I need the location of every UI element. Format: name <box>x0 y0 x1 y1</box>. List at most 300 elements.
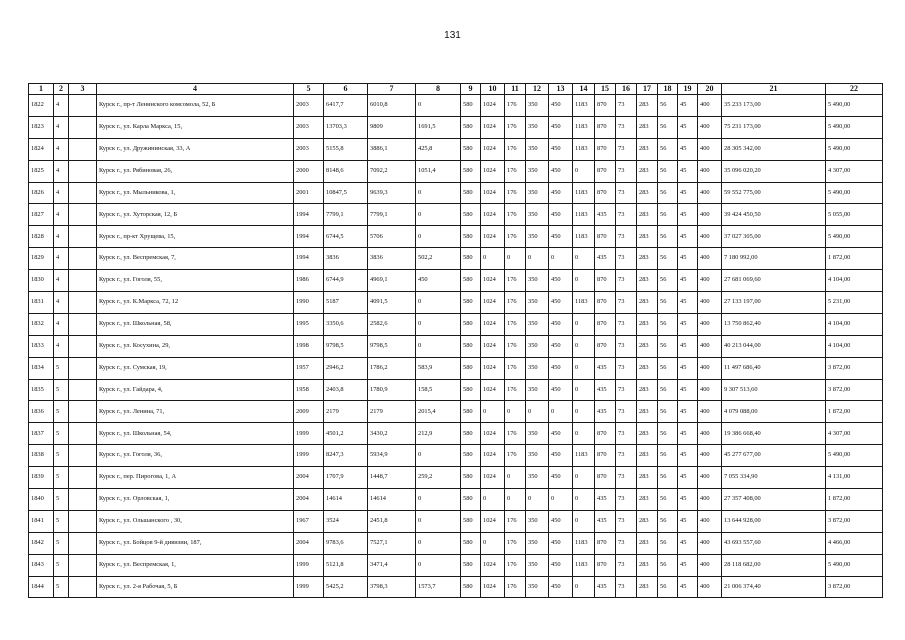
table-cell: 580 <box>461 532 481 554</box>
table-row <box>29 489 883 511</box>
table-cell: 4 <box>54 160 69 182</box>
table-cell: 283 <box>637 182 658 204</box>
table-header <box>29 84 883 95</box>
header-row <box>29 84 883 95</box>
table-cell: 1707,9 <box>324 467 368 489</box>
table-cell: 0 <box>573 423 595 445</box>
table-cell: 350 <box>526 357 549 379</box>
table-cell <box>69 226 97 248</box>
table-cell: 45 <box>678 292 698 314</box>
table-cell: 0 <box>573 357 595 379</box>
table-cell: 4 <box>54 226 69 248</box>
table-row <box>29 510 883 532</box>
table-row <box>29 313 883 335</box>
table-cell: Курск г., ул. Орловская, 1, <box>97 489 294 511</box>
table-cell: 870 <box>595 226 616 248</box>
table-cell: 435 <box>595 510 616 532</box>
table-cell: 1 872,00 <box>826 489 883 511</box>
table-cell: 10847,5 <box>324 182 368 204</box>
table-cell: 73 <box>616 138 637 160</box>
table-cell: 400 <box>698 204 722 226</box>
table-cell: 400 <box>698 445 722 467</box>
table-cell: 5934,9 <box>368 445 416 467</box>
table-cell: 56 <box>658 95 678 117</box>
table-cell: 0 <box>573 576 595 598</box>
table-cell: 450 <box>549 379 573 401</box>
table-cell: 56 <box>658 445 678 467</box>
table-cell: 400 <box>698 182 722 204</box>
table-cell: 2004 <box>294 532 324 554</box>
table-cell: 5 <box>54 379 69 401</box>
table-cell: 1833 <box>29 335 54 357</box>
table-cell: 1183 <box>573 445 595 467</box>
table-cell: 5 <box>54 510 69 532</box>
table-cell <box>69 270 97 292</box>
table-cell: 283 <box>637 160 658 182</box>
table-cell <box>69 510 97 532</box>
column-header: 1 <box>29 84 54 95</box>
table-cell: 45 <box>678 226 698 248</box>
table-cell: 28 118 682,00 <box>722 554 826 576</box>
table-cell: 870 <box>595 292 616 314</box>
table-cell: 1024 <box>481 445 505 467</box>
table-cell: 0 <box>549 489 573 511</box>
table-cell: 4 104,00 <box>826 313 883 335</box>
table-cell: 1825 <box>29 160 54 182</box>
table-cell: 0 <box>416 335 461 357</box>
table-cell: 1990 <box>294 292 324 314</box>
table-cell: Курск г., ул. Веспремская, 7, <box>97 248 294 270</box>
table-cell: 2179 <box>368 401 416 423</box>
table-cell: 870 <box>595 95 616 117</box>
table-cell: 1999 <box>294 445 324 467</box>
table-cell: 283 <box>637 138 658 160</box>
table-cell: 0 <box>416 532 461 554</box>
table-cell: 0 <box>573 313 595 335</box>
table-cell: 870 <box>595 423 616 445</box>
table-cell: 45 <box>678 335 698 357</box>
table-cell: 580 <box>461 270 481 292</box>
table-cell: 2001 <box>294 182 324 204</box>
table-cell: 73 <box>616 313 637 335</box>
table-cell: 1183 <box>573 226 595 248</box>
table-cell: 5 490,00 <box>826 226 883 248</box>
table-cell: 450 <box>416 270 461 292</box>
table-cell: 56 <box>658 423 678 445</box>
table-cell: 450 <box>549 160 573 182</box>
table-cell: 176 <box>505 204 526 226</box>
table-cell: 56 <box>658 248 678 270</box>
table-cell: 580 <box>461 510 481 532</box>
table-cell: 350 <box>526 510 549 532</box>
table-cell: 1836 <box>29 401 54 423</box>
table-cell: 3 872,00 <box>826 357 883 379</box>
table-cell: 435 <box>595 576 616 598</box>
table-cell: 7799,1 <box>368 204 416 226</box>
table-cell: 435 <box>595 379 616 401</box>
table-cell: 400 <box>698 401 722 423</box>
table-cell: 2451,8 <box>368 510 416 532</box>
table-cell <box>69 554 97 576</box>
table-cell <box>69 532 97 554</box>
table-cell: 450 <box>549 204 573 226</box>
housing-register-table <box>28 83 883 598</box>
table-cell: 400 <box>698 335 722 357</box>
table-cell: 4 466,00 <box>826 532 883 554</box>
table-cell: 1835 <box>29 379 54 401</box>
column-header: 6 <box>324 84 368 95</box>
table-cell: 3 872,00 <box>826 510 883 532</box>
table-cell: 5 <box>54 489 69 511</box>
table-cell: 56 <box>658 357 678 379</box>
table-cell: 580 <box>461 95 481 117</box>
column-header: 22 <box>826 84 883 95</box>
table-cell: 3 872,00 <box>826 379 883 401</box>
table-row <box>29 467 883 489</box>
table-cell: 45 <box>678 576 698 598</box>
table-cell: 2000 <box>294 160 324 182</box>
table-cell: 4969,1 <box>368 270 416 292</box>
table-cell: 350 <box>526 467 549 489</box>
table-row <box>29 423 883 445</box>
table-cell: 870 <box>595 138 616 160</box>
column-header: 7 <box>368 84 416 95</box>
table-cell: 56 <box>658 292 678 314</box>
table-cell: 870 <box>595 554 616 576</box>
table-row <box>29 576 883 598</box>
table-cell: 5 055,00 <box>826 204 883 226</box>
table-cell: 0 <box>573 510 595 532</box>
table-cell: 73 <box>616 270 637 292</box>
table-cell: 56 <box>658 313 678 335</box>
table-cell: 4 307,00 <box>826 160 883 182</box>
table-cell: 5 490,00 <box>826 138 883 160</box>
table-cell: 176 <box>505 445 526 467</box>
table-cell: 73 <box>616 467 637 489</box>
table-cell: 1183 <box>573 116 595 138</box>
table-cell: 450 <box>549 423 573 445</box>
table-cell: 3524 <box>324 510 368 532</box>
table-cell: 1823 <box>29 116 54 138</box>
table-cell: 0 <box>416 292 461 314</box>
table-cell: 9798,5 <box>368 335 416 357</box>
table-cell: 73 <box>616 423 637 445</box>
table-cell: 283 <box>637 510 658 532</box>
table-cell: 1999 <box>294 576 324 598</box>
table-cell: 176 <box>505 270 526 292</box>
table-cell: 9798,5 <box>324 335 368 357</box>
table-cell: 1830 <box>29 270 54 292</box>
table-cell: 450 <box>549 576 573 598</box>
table-cell: 350 <box>526 532 549 554</box>
table-cell: 9809 <box>368 116 416 138</box>
table-cell: 450 <box>549 510 573 532</box>
column-header: 3 <box>69 84 97 95</box>
column-header: 18 <box>658 84 678 95</box>
column-header: 16 <box>616 84 637 95</box>
table-cell: Курск г., ул. Гоголя, 55, <box>97 270 294 292</box>
table-cell: 0 <box>573 270 595 292</box>
table-row <box>29 532 883 554</box>
table-cell: 350 <box>526 379 549 401</box>
table-cell: 1832 <box>29 313 54 335</box>
table-cell: 2946,2 <box>324 357 368 379</box>
table-cell: 5706 <box>368 226 416 248</box>
table-cell <box>69 335 97 357</box>
table-row <box>29 204 883 226</box>
table-row <box>29 401 883 423</box>
table-cell: 0 <box>526 401 549 423</box>
table-cell: 5187 <box>324 292 368 314</box>
table-cell: 5 <box>54 357 69 379</box>
table-cell: 1967 <box>294 510 324 532</box>
table-cell: 1183 <box>573 138 595 160</box>
table-cell: 4 <box>54 270 69 292</box>
table-cell: 5155,8 <box>324 138 368 160</box>
table-cell: 1024 <box>481 204 505 226</box>
table-cell: 283 <box>637 532 658 554</box>
table-cell: 3 872,00 <box>826 576 883 598</box>
table-cell <box>69 445 97 467</box>
table-cell: 283 <box>637 313 658 335</box>
table-cell: 283 <box>637 357 658 379</box>
table-cell <box>69 204 97 226</box>
table-cell: 176 <box>505 160 526 182</box>
table-cell: 4 <box>54 182 69 204</box>
table-cell: Курск г., пр-кт Хрущева, 15, <box>97 226 294 248</box>
table-cell: 1843 <box>29 554 54 576</box>
table-cell: 450 <box>549 554 573 576</box>
table-cell: 1024 <box>481 467 505 489</box>
table-cell: 56 <box>658 467 678 489</box>
table-cell: 45 <box>678 401 698 423</box>
table-cell: 283 <box>637 489 658 511</box>
table-cell: 400 <box>698 554 722 576</box>
table-cell: 158,5 <box>416 379 461 401</box>
column-header: 11 <box>505 84 526 95</box>
table-cell: Курск г., ул. Хуторская, 12, Б <box>97 204 294 226</box>
table-cell: 5 490,00 <box>826 95 883 117</box>
table-cell: Курск г., пр-т Ленинского комсомола, 52, Б <box>97 95 294 117</box>
table-cell: 450 <box>549 445 573 467</box>
table-cell: 400 <box>698 423 722 445</box>
table-cell: 580 <box>461 226 481 248</box>
table-cell: Курск г., ул. 2-я Рабочая, 5, Б <box>97 576 294 598</box>
table-cell: 1691,5 <box>416 116 461 138</box>
table-cell: 1998 <box>294 335 324 357</box>
table-cell: 450 <box>549 532 573 554</box>
table-cell: 580 <box>461 554 481 576</box>
table-cell: 56 <box>658 204 678 226</box>
table-row <box>29 445 883 467</box>
table-cell: 1829 <box>29 248 54 270</box>
table-cell: 1994 <box>294 226 324 248</box>
table-cell: 5 231,00 <box>826 292 883 314</box>
table-cell: 350 <box>526 445 549 467</box>
table-cell <box>69 576 97 598</box>
table-cell: 1826 <box>29 182 54 204</box>
table-cell: 45 <box>678 554 698 576</box>
table-cell: 502,2 <box>416 248 461 270</box>
table-cell: 1837 <box>29 423 54 445</box>
table-cell: 45 <box>678 532 698 554</box>
table-cell: 6744,5 <box>324 226 368 248</box>
table-cell: 580 <box>461 423 481 445</box>
table-cell: 8247,3 <box>324 445 368 467</box>
table-cell: 400 <box>698 489 722 511</box>
table-cell: 870 <box>595 532 616 554</box>
table-cell: 1183 <box>573 95 595 117</box>
table-cell: 580 <box>461 138 481 160</box>
table-cell <box>69 182 97 204</box>
table-cell: 45 277 677,00 <box>722 445 826 467</box>
table-cell: 73 <box>616 401 637 423</box>
column-header: 15 <box>595 84 616 95</box>
table-cell: 7799,1 <box>324 204 368 226</box>
table-cell: 5425,2 <box>324 576 368 598</box>
table-row <box>29 335 883 357</box>
table-cell <box>69 313 97 335</box>
table-cell: 283 <box>637 116 658 138</box>
table-cell: 27 133 197,00 <box>722 292 826 314</box>
table-cell: 2003 <box>294 138 324 160</box>
table-cell: Курск г., ул. Бойцов 9-й дивизии, 187, <box>97 532 294 554</box>
table-cell: 583,9 <box>416 357 461 379</box>
table-cell: 4 <box>54 335 69 357</box>
table-cell: 350 <box>526 182 549 204</box>
table-cell: 580 <box>461 576 481 598</box>
table-cell <box>69 248 97 270</box>
table-cell: 212,9 <box>416 423 461 445</box>
table-cell: 350 <box>526 160 549 182</box>
table-cell: 45 <box>678 270 698 292</box>
table-cell: 870 <box>595 467 616 489</box>
column-header: 9 <box>461 84 481 95</box>
table-cell: 7527,1 <box>368 532 416 554</box>
table-cell: 4091,5 <box>368 292 416 314</box>
table-body <box>29 95 883 598</box>
table-cell: 0 <box>526 489 549 511</box>
table-cell: 9783,6 <box>324 532 368 554</box>
table-cell: 580 <box>461 489 481 511</box>
table-cell: 45 <box>678 248 698 270</box>
table-cell: 400 <box>698 95 722 117</box>
table-cell: 28 305 342,00 <box>722 138 826 160</box>
table-cell: 435 <box>595 401 616 423</box>
table-cell: 2003 <box>294 116 324 138</box>
table-cell: 1183 <box>573 292 595 314</box>
table-cell: 0 <box>549 248 573 270</box>
table-cell: 0 <box>505 489 526 511</box>
table-cell: 350 <box>526 95 549 117</box>
table-cell: 0 <box>416 204 461 226</box>
table-cell: 5 490,00 <box>826 445 883 467</box>
table-cell: 283 <box>637 379 658 401</box>
table-cell: 176 <box>505 313 526 335</box>
table-cell: 9639,3 <box>368 182 416 204</box>
table-cell: 0 <box>505 467 526 489</box>
table-cell: 19 386 668,40 <box>722 423 826 445</box>
table-cell: 4 <box>54 248 69 270</box>
table-cell <box>69 160 97 182</box>
table-cell: 45 <box>678 95 698 117</box>
table-cell: 450 <box>549 270 573 292</box>
table-cell: 4 <box>54 116 69 138</box>
column-header: 5 <box>294 84 324 95</box>
table-cell: 400 <box>698 510 722 532</box>
table-cell <box>69 401 97 423</box>
table-cell <box>69 357 97 379</box>
table-cell: Курск г., ул. Дружининская, 33, А <box>97 138 294 160</box>
table-cell: 73 <box>616 357 637 379</box>
table-cell: 580 <box>461 467 481 489</box>
table-cell: 73 <box>616 248 637 270</box>
table-cell: 5 <box>54 576 69 598</box>
table-cell: 45 <box>678 445 698 467</box>
table-cell: 176 <box>505 576 526 598</box>
table-cell: 0 <box>481 532 505 554</box>
table-cell: 0 <box>416 554 461 576</box>
column-header: 8 <box>416 84 461 95</box>
table-row <box>29 138 883 160</box>
table-cell: 283 <box>637 95 658 117</box>
table-cell: 350 <box>526 138 549 160</box>
table-cell: 4501,2 <box>324 423 368 445</box>
table-cell: 1448,7 <box>368 467 416 489</box>
table-cell: 1786,2 <box>368 357 416 379</box>
table-cell: 176 <box>505 357 526 379</box>
table-cell: 400 <box>698 248 722 270</box>
table-cell: 1842 <box>29 532 54 554</box>
column-header: 20 <box>698 84 722 95</box>
table-cell: 580 <box>461 357 481 379</box>
table-cell: 75 231 173,00 <box>722 116 826 138</box>
table-cell: Курск г., ул. К.Маркса, 72, 12 <box>97 292 294 314</box>
table-cell: 450 <box>549 116 573 138</box>
table-cell: 580 <box>461 379 481 401</box>
table-cell: 1999 <box>294 423 324 445</box>
table-cell <box>69 489 97 511</box>
table-cell: 259,2 <box>416 467 461 489</box>
table-cell: 56 <box>658 489 678 511</box>
table-cell: 9 307 513,60 <box>722 379 826 401</box>
table-cell: 450 <box>549 467 573 489</box>
table-cell <box>69 138 97 160</box>
table-cell: 73 <box>616 226 637 248</box>
table-cell: 39 424 450,50 <box>722 204 826 226</box>
table-cell: 0 <box>549 401 573 423</box>
table-cell: 45 <box>678 204 698 226</box>
table-cell: 0 <box>573 248 595 270</box>
table-cell: 400 <box>698 357 722 379</box>
table-row <box>29 95 883 117</box>
table-cell: 5 490,00 <box>826 554 883 576</box>
table-cell: 580 <box>461 116 481 138</box>
table-cell <box>69 116 97 138</box>
table-cell: 1844 <box>29 576 54 598</box>
table-cell <box>69 423 97 445</box>
table-cell: Курск г., ул. Косухина, 29, <box>97 335 294 357</box>
table-cell: 1840 <box>29 489 54 511</box>
table-cell: 2009 <box>294 401 324 423</box>
table-cell: 1958 <box>294 379 324 401</box>
table-cell: 5 490,00 <box>826 182 883 204</box>
table-cell: 1831 <box>29 292 54 314</box>
table-cell: 1957 <box>294 357 324 379</box>
table-cell: 73 <box>616 445 637 467</box>
table-cell: 56 <box>658 379 678 401</box>
table-cell: 0 <box>573 489 595 511</box>
